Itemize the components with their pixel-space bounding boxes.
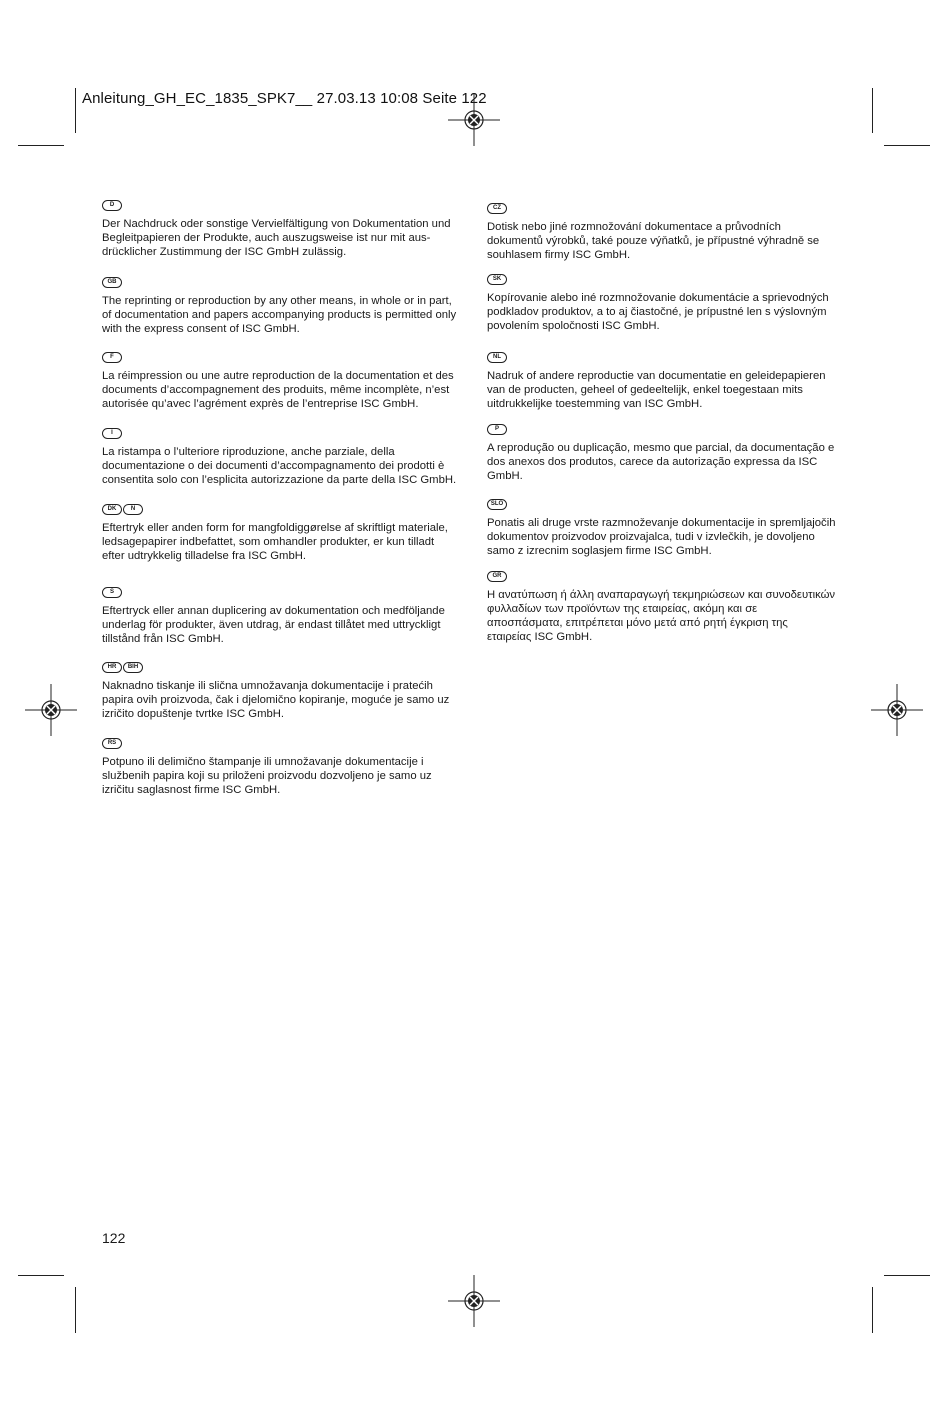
- language-code-badge: BIH: [123, 662, 143, 673]
- crop-mark: [872, 1287, 873, 1333]
- crop-mark: [75, 88, 76, 133]
- language-badges: [102, 504, 464, 516]
- language-block: [102, 428, 464, 504]
- language-block: [487, 274, 849, 352]
- language-badges: [102, 352, 464, 364]
- language-block: [102, 587, 464, 662]
- copyright-notice: The reprinting or reproduction by any other means, in whole or in part, of documentation and papers accompanying products is permitted only with the express consent of ISC GmbH.: [102, 295, 457, 335]
- language-block: [102, 352, 464, 428]
- language-code-badge: I: [102, 428, 122, 439]
- language-block: [487, 203, 849, 274]
- crop-mark: [18, 1275, 64, 1276]
- language-code-badge: S: [102, 587, 122, 598]
- language-code-badge: F: [102, 352, 122, 363]
- registration-mark-icon: [25, 684, 77, 736]
- copyright-notice: Nadruk of andere reproductie van documentatie en geleidepapieren van de producten, geheel of gedeeltelijk, enkel toegestaan mits uitdrukkelijke toestemming van ISC GmbH.: [487, 370, 826, 410]
- left-column: [102, 200, 464, 797]
- language-block: [102, 738, 464, 797]
- copyright-notice: Eftertryk eller anden form for mangfoldiggørelse af skriftligt materiale, ledsagepapirer indbefattet, som omhandler produkter, er kun tilladt efter udtrykkelig tilladelse fra ISC GmbH.: [102, 522, 448, 562]
- crop-mark: [884, 1275, 930, 1276]
- registration-mark-icon: [448, 1275, 500, 1327]
- language-badges: [487, 424, 849, 436]
- language-code-badge: CZ: [487, 203, 507, 214]
- copyright-notice: Naknadno tiskanje ili slična umnožavanja dokumentacije i pratećih papira ovih proizvoda, čak i djelomično kopiranje, moguće je samo uz izričito dopuštenje tvrtke ISC GmbH.: [102, 680, 450, 720]
- copyright-notice: La ristampa o l’ulteriore riproduzione, anche parziale, della documentazione o dei documenti d’accompagnamento dei prodotti è consentita solo con l’esplicita autorizzazione da parte della ISC GmbH.: [102, 446, 457, 486]
- language-block: [102, 200, 464, 277]
- right-column: [487, 203, 849, 644]
- language-badges: [487, 499, 849, 511]
- crop-mark: [872, 88, 873, 133]
- copyright-notice: Potpuno ili delimično štampanje ili umnožavanje dokumentacije i službenih papira koji su priloženi proizvodu dozvoljeno je samo uz izričitu saglasnost firme ISC GmbH.: [102, 756, 432, 796]
- language-code-badge: N: [123, 504, 143, 515]
- crop-mark: [884, 145, 930, 146]
- language-badges: [102, 428, 464, 440]
- language-code-badge: RS: [102, 738, 122, 749]
- print-header: Anleitung_GH_EC_1835_SPK7__ 27.03.13 10:08 Seite 122: [82, 90, 487, 107]
- language-block: [487, 571, 849, 644]
- registration-mark-icon: [871, 684, 923, 736]
- language-block: [487, 499, 849, 571]
- language-code-badge: SK: [487, 274, 507, 285]
- language-badges: [102, 662, 464, 674]
- copyright-notice: Kopírovanie alebo iné rozmnožovanie dokumentácie a sprievodných podkladov produktov, a to aj čiastočné, je prípustné len s výslovným povolením spoločnosti ISC GmbH.: [487, 292, 829, 332]
- language-badges: [102, 738, 464, 750]
- registration-mark-icon: [448, 94, 500, 146]
- language-code-badge: P: [487, 424, 507, 435]
- language-badges: [487, 352, 849, 364]
- copyright-notice: Η ανατύπωση ή άλλη αναπαραγωγή τεκμηριώσεων και συνοδευτικών φυλλαδίων των προϊόντων της εταιρείας, ακόμη και σε αποσπάσματα, επιτρέπεται μόνο μετά από ρητή έγκριση της εταιρείας ISC GmbH.: [487, 589, 836, 643]
- language-badges: [487, 274, 849, 286]
- crop-mark: [18, 145, 64, 146]
- language-block: [102, 504, 464, 587]
- language-block: [102, 277, 464, 352]
- copyright-notice: Eftertryck eller annan duplicering av dokumentation och medföljande underlag för produkter, även utdrag, är endast tillåtet med uttryckligt tillstånd från ISC GmbH.: [102, 605, 445, 645]
- copyright-notice: Der Nachdruck oder sonstige Vervielfältigung von Dokumentation und Begleitpapieren der Produkte, auch auszugsweise ist nur mit aus- drücklicher Zustimmung der ISC GmbH zulässig.: [102, 218, 451, 258]
- language-code-badge: D: [102, 200, 122, 211]
- copyright-notice: Ponatis ali druge vrste razmnoževanje dokumentacije in spremljajočih dokumentov proizvodov proizvajalca, tudi v izvlečkih, je dovoljeno samo z izrecnim soglasjem firme ISC GmbH.: [487, 517, 836, 557]
- language-code-badge: NL: [487, 352, 507, 363]
- language-badges: [102, 277, 464, 289]
- language-badges: [102, 587, 464, 599]
- language-block: [102, 662, 464, 738]
- language-code-badge: SLO: [487, 499, 507, 510]
- page-number: 122: [102, 1230, 126, 1246]
- language-badges: [487, 203, 849, 215]
- language-block: [487, 352, 849, 424]
- crop-mark: [75, 1287, 76, 1333]
- language-code-badge: GR: [487, 571, 507, 582]
- language-code-badge: DK: [102, 504, 122, 515]
- language-badges: [102, 200, 464, 212]
- copyright-notice: A reprodução ou duplicação, mesmo que parcial, da documentação e dos anexos dos produtos, carece da autorização expressa da ISC GmbH.: [487, 442, 835, 482]
- language-code-badge: GB: [102, 277, 122, 288]
- language-code-badge: HR: [102, 662, 122, 673]
- language-badges: [487, 571, 849, 583]
- language-block: [487, 424, 849, 499]
- copyright-notice: La réimpression ou une autre reproduction de la documentation et des documents d’accompagnement des produits, même incomplète, n’est autorisée qu’avec l’agrément exprès de l’entreprise ISC GmbH.: [102, 370, 454, 410]
- copyright-notice: Dotisk nebo jiné rozmnožování dokumentace a průvodních dokumentů výrobků, také pouze výňatků, je přípustné výhradně se souhlasem firmy ISC GmbH.: [487, 221, 820, 261]
